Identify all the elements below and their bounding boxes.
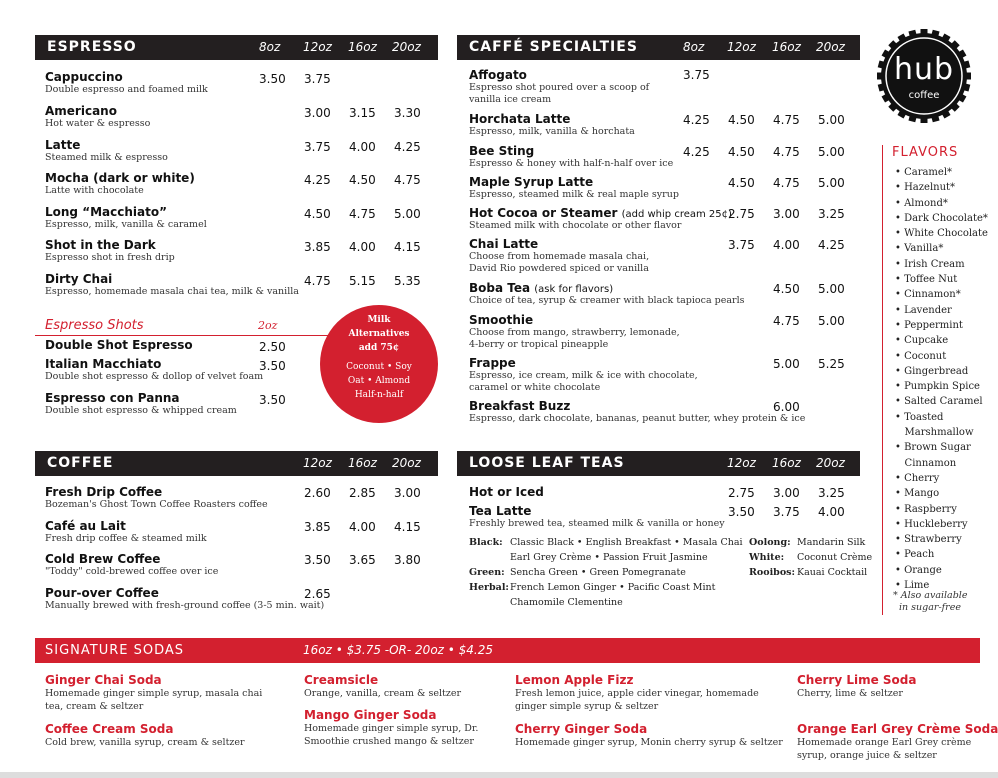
item-description: Espresso, milk, vanilla & horchata	[469, 126, 635, 137]
item-price: 3.00	[773, 486, 800, 500]
item-price: 3.00	[304, 106, 331, 120]
item-name: Espresso con Panna	[45, 391, 180, 405]
flavor-item: Marshmallow	[895, 427, 974, 439]
soda-description: tea, cream & seltzer	[45, 701, 144, 712]
item-price: 3.00	[773, 207, 800, 221]
item-price: 4.75	[773, 176, 800, 190]
item-price: 5.00	[773, 357, 800, 371]
milk-price: add 75¢	[358, 343, 400, 353]
menu-item	[45, 519, 207, 545]
item-price: 5.25	[818, 357, 845, 371]
footnote-line-1: * Also available	[893, 590, 968, 601]
item-price: 4.75	[773, 113, 800, 127]
item-description: vanilla ice cream	[469, 94, 552, 105]
item-description: David Rio powdered spiced or vanilla	[469, 263, 649, 274]
item-price: 4.50	[728, 145, 755, 159]
item-description: Freshly brewed tea, steamed milk & vanilla or honey	[469, 518, 725, 529]
item-name-text: Horchata Latte	[469, 112, 571, 126]
logo-main-text: hub	[893, 52, 955, 87]
flavor-item: • Peppermint	[895, 319, 963, 331]
flavor-item: • Mango	[895, 488, 940, 500]
menu-item	[45, 357, 263, 383]
milk-options-3: Half-n-half	[354, 390, 404, 400]
milk-options-1: Coconut • Soy	[346, 362, 412, 372]
flavor-item: • Orange	[895, 564, 942, 576]
item-price: 4.50	[304, 207, 331, 221]
menu-item	[469, 399, 805, 425]
item-description: Steamed milk & espresso	[45, 152, 168, 163]
sodas-title: SIGNATURE SODAS	[45, 643, 185, 658]
soda-name: Orange Earl Grey Crème Soda	[797, 722, 998, 736]
flavor-item: • Peach	[895, 549, 935, 561]
item-description: Choice of tea, syrup & creamer with black tapioca pearls	[469, 295, 745, 306]
item-description: Fresh drip coffee & steamed milk	[45, 533, 207, 544]
item-name	[469, 281, 744, 295]
item-name-text: Chai Latte	[469, 237, 539, 251]
teas-title: LOOSE LEAF TEAS	[469, 455, 625, 471]
coffee-header	[35, 451, 438, 476]
item-description: Double espresso and foamed milk	[45, 84, 208, 95]
item-name: Long “Macchiato”	[45, 205, 167, 219]
item-price: 5.00	[818, 145, 845, 159]
flavor-item: • Almond*	[895, 197, 948, 209]
item-price: 4.50	[773, 282, 800, 296]
item-price: 4.25	[683, 145, 710, 159]
item-description: Latte with chocolate	[45, 185, 144, 196]
item-price: 2.75	[728, 207, 755, 221]
item-name	[469, 112, 635, 126]
soda-item	[45, 722, 245, 749]
soda-name: Creamsicle	[304, 673, 379, 687]
soda-name: Lemon Apple Fizz	[515, 673, 634, 687]
item-name: Café au Lait	[45, 519, 126, 533]
tea-type-label: Oolong:	[749, 537, 791, 548]
item-price: 4.25	[304, 173, 331, 187]
soda-name: Cherry Lime Soda	[797, 673, 917, 687]
flavor-item: • Strawberry	[895, 534, 962, 546]
tea-type-label: Herbal:	[469, 582, 509, 593]
soda-item	[45, 673, 262, 713]
soda-description: Orange, vanilla, cream & seltzer	[304, 688, 461, 699]
menu-item	[45, 391, 237, 417]
soda-description: Homemade ginger simple syrup, Dr.	[304, 723, 479, 734]
item-price: 3.75	[773, 505, 800, 519]
item-description: Double shot espresso & whipped cream	[45, 405, 237, 416]
flavor-item: Cinnamon	[895, 457, 957, 469]
menu-item	[45, 238, 175, 264]
item-name: Hot or Iced	[469, 485, 544, 499]
item-description: "Toddy" cold-brewed coffee over ice	[45, 566, 219, 577]
item-price: 4.00	[349, 140, 376, 154]
teas-header	[457, 451, 860, 476]
flavors-footnote	[893, 590, 967, 614]
item-price: 2.75	[728, 486, 755, 500]
item-description: Bozeman's Ghost Town Coffee Roasters coffee	[45, 499, 268, 510]
item-price: 4.25	[394, 140, 421, 154]
menu-item	[45, 338, 193, 352]
flavor-item: • Irish Cream	[895, 258, 965, 270]
menu-item	[469, 313, 680, 351]
tea-type-label: White:	[749, 552, 785, 563]
size-label: 16oz	[348, 456, 377, 470]
item-name	[469, 175, 679, 189]
item-description: Double shot espresso & dollop of velvet foam	[45, 371, 264, 382]
tea-type-label: Black:	[469, 537, 503, 548]
soda-item	[304, 708, 478, 748]
soda-description: Smoothie crushed mango & seltzer	[304, 736, 474, 747]
item-description: Espresso, milk, vanilla & caramel	[45, 219, 207, 230]
footnote-line-2: in sugar-free	[899, 602, 961, 613]
flavor-item: • Huckleberry	[895, 518, 968, 530]
soda-name: Coffee Cream Soda	[45, 722, 174, 736]
tea-type-label: Rooibos:	[749, 567, 796, 578]
item-description: Steamed milk with chocolate or other flavor	[469, 220, 682, 231]
specialties-header	[457, 35, 860, 60]
soda-item	[515, 673, 759, 713]
item-description: Hot water & espresso	[45, 118, 151, 129]
menu-item	[45, 138, 168, 164]
item-description: Espresso, homemade masala chai tea, milk & vanilla	[45, 286, 299, 297]
item-price: 4.50	[728, 113, 755, 127]
item-name: Shot in the Dark	[45, 238, 156, 252]
menu-item	[469, 237, 649, 275]
size-label: 20oz	[392, 40, 421, 54]
soda-item	[304, 673, 461, 700]
hub-coffee-logo	[876, 28, 972, 124]
item-price: 4.00	[773, 238, 800, 252]
item-price: 6.00	[773, 400, 800, 414]
item-description: Manually brewed with fresh-ground coffee (3-5 min. wait)	[45, 600, 325, 611]
item-description: caramel or white chocolate	[469, 382, 601, 393]
tea-type-list: French Lemon Ginger • Pacific Coast Mint	[510, 582, 716, 593]
soda-description: ginger simple syrup & seltzer	[515, 701, 659, 712]
item-price: 3.65	[349, 553, 376, 567]
size-label: 8oz	[259, 40, 281, 54]
flavor-item: • Raspberry	[895, 503, 957, 515]
item-name-text: Maple Syrup Latte	[469, 175, 594, 189]
tea-type-list: Classic Black • English Breakfast • Masala Chai	[510, 537, 743, 548]
flavor-item: • Cupcake	[895, 335, 949, 347]
flavor-item: • Dark Chocolate*	[895, 212, 988, 224]
shots-rule	[35, 335, 335, 336]
item-price: 3.75	[304, 72, 331, 86]
item-price: 4.00	[349, 520, 376, 534]
item-name-text: Boba Tea	[469, 281, 531, 295]
flavor-item: • Gingerbread	[895, 365, 969, 377]
flavors-list	[895, 165, 988, 593]
menu-item	[45, 485, 268, 511]
coffee-title: COFFEE	[47, 455, 114, 471]
item-price: 3.75	[728, 238, 755, 252]
flavor-item: • Lavender	[895, 304, 952, 316]
item-name-text: Smoothie	[469, 313, 534, 327]
menu-item	[45, 104, 150, 130]
soda-description: Cherry, lime & seltzer	[797, 688, 903, 699]
soda-description: Homemade ginger simple syrup, masala chai	[45, 688, 263, 699]
item-price: 4.75	[349, 207, 376, 221]
item-price: 4.00	[349, 240, 376, 254]
soda-description: Cold brew, vanilla syrup, cream & seltzer	[45, 737, 245, 748]
item-price: 2.65	[304, 587, 331, 601]
item-price: 3.75	[683, 68, 710, 82]
item-price: 3.85	[304, 520, 331, 534]
item-price: 4.15	[394, 240, 421, 254]
item-name: Pour-over Coffee	[45, 586, 159, 600]
size-label: 16oz	[772, 456, 801, 470]
item-price: 2.50	[259, 340, 286, 354]
menu-item	[469, 281, 744, 307]
soda-description: syrup, orange juice & seltzer	[797, 750, 937, 761]
item-price: 4.75	[773, 314, 800, 328]
page-bottom-bar	[0, 772, 998, 778]
tea-type-list: Coconut Crème	[797, 552, 873, 563]
menu-item	[469, 144, 673, 170]
milk-alternatives-badge	[320, 305, 438, 423]
flavor-item: • Caramel*	[895, 167, 953, 178]
item-price: 2.60	[304, 486, 331, 500]
item-price: 4.50	[728, 176, 755, 190]
menu-item	[469, 175, 679, 201]
item-price: 3.00	[394, 486, 421, 500]
soda-name: Mango Ginger Soda	[304, 708, 437, 722]
soda-description: Fresh lemon juice, apple cider vinegar, homemade	[515, 688, 759, 699]
item-price: 3.25	[818, 207, 845, 221]
item-price: 3.25	[818, 486, 845, 500]
item-name: Latte	[45, 138, 81, 152]
size-label: 20oz	[392, 456, 421, 470]
milk-options-2: Oat • Almond	[347, 376, 411, 386]
item-note: (add whip cream 25¢)	[621, 209, 732, 220]
size-label: 12oz	[727, 40, 756, 54]
flavor-item: • Salted Caramel	[895, 396, 983, 408]
sodas-pricing: 16oz • $3.75 -OR- 20oz • $4.25	[303, 643, 494, 657]
item-price: 3.50	[304, 553, 331, 567]
item-description: Choose from homemade masala chai,	[469, 251, 650, 262]
size-label: 8oz	[683, 40, 705, 54]
flavor-item: • Cherry	[895, 472, 940, 484]
item-name	[469, 144, 673, 158]
item-price: 3.50	[259, 393, 286, 407]
item-price: 3.15	[349, 106, 376, 120]
item-price: 3.85	[304, 240, 331, 254]
size-label: 12oz	[727, 456, 756, 470]
item-price: 2.85	[349, 486, 376, 500]
item-name	[469, 356, 698, 370]
item-name	[469, 399, 805, 413]
tea-type-list: Sencha Green • Green Pomegranate	[510, 567, 686, 578]
sodas-banner	[35, 638, 980, 663]
menu-item	[45, 586, 324, 612]
item-name: Americano	[45, 104, 117, 118]
item-note: (ask for flavors)	[534, 284, 614, 295]
soda-name: Ginger Chai Soda	[45, 673, 162, 687]
soda-item	[797, 673, 916, 700]
menu-item	[469, 356, 698, 394]
item-price: 3.50	[259, 359, 286, 373]
menu-item	[469, 504, 725, 530]
item-description: Espresso, dark chocolate, bananas, peanut butter, whey protein & ice	[469, 413, 806, 424]
flavor-item: • Lime	[895, 580, 930, 592]
item-name-text: Frappe	[469, 356, 516, 370]
item-price: 5.15	[349, 274, 376, 288]
item-name: Fresh Drip Coffee	[45, 485, 163, 499]
size-label: 20oz	[816, 40, 845, 54]
espresso-title: ESPRESSO	[47, 39, 137, 55]
item-price: 4.00	[818, 505, 845, 519]
menu-item	[45, 552, 218, 578]
item-name: Tea Latte	[469, 504, 532, 518]
milk-title: Milk	[367, 315, 391, 325]
flavor-item: • Coconut	[895, 350, 947, 362]
item-name-text: Affogato	[469, 68, 527, 82]
item-price: 4.25	[683, 113, 710, 127]
item-price: 4.25	[818, 238, 845, 252]
item-price: 3.30	[394, 106, 421, 120]
item-description: Espresso & honey with half-n-half over ice	[469, 158, 674, 169]
item-description: Choose from mango, strawberry, lemonade,	[469, 327, 680, 338]
item-name-text: Bee Sting	[469, 144, 535, 158]
tea-type-list: Chamomile Clementine	[510, 597, 623, 608]
tea-type-label: Green:	[469, 567, 505, 578]
size-label: 16oz	[772, 40, 801, 54]
espresso-header	[35, 35, 438, 60]
item-name: Cappuccino	[45, 70, 123, 84]
soda-description: Homemade orange Earl Grey crème	[797, 737, 972, 748]
shots-title: Espresso Shots	[45, 318, 144, 333]
flavors-divider	[882, 145, 883, 615]
size-label: 16oz	[348, 40, 377, 54]
menu-item	[45, 171, 195, 197]
item-name-text: Hot Cocoa or Steamer	[469, 206, 618, 220]
item-description: 4-berry or tropical pineapple	[469, 339, 609, 350]
flavor-item: • Toasted	[895, 411, 944, 423]
milk-subtitle: Alternatives	[348, 329, 410, 339]
item-price: 3.75	[304, 140, 331, 154]
menu-item	[45, 70, 208, 96]
tea-type-list: Kauai Cocktail	[797, 567, 868, 578]
logo-sub-text: coffee	[908, 90, 940, 101]
item-price: 3.50	[728, 505, 755, 519]
menu-item	[45, 272, 299, 298]
flavors-title: FLAVORS	[892, 145, 959, 160]
tea-type-list: Mandarin Silk	[797, 537, 866, 548]
item-price: 5.00	[394, 207, 421, 221]
soda-item	[515, 722, 783, 749]
tea-type-list: Earl Grey Crème • Passion Fruit Jasmine	[510, 552, 708, 563]
item-description: Espresso, ice cream, milk & ice with chocolate,	[469, 370, 698, 381]
item-price: 3.50	[259, 72, 286, 86]
item-name: Cold Brew Coffee	[45, 552, 161, 566]
item-price: 5.00	[818, 282, 845, 296]
soda-name: Cherry Ginger Soda	[515, 722, 648, 736]
item-name: Mocha (dark or white)	[45, 171, 195, 185]
soda-description: Homemade ginger syrup, Monin cherry syrup & seltzer	[515, 737, 783, 748]
flavor-item: • Hazelnut*	[895, 182, 956, 194]
menu-item	[469, 206, 732, 232]
flavor-item: • Vanilla*	[895, 243, 944, 255]
flavor-item: • Toffee Nut	[895, 274, 958, 286]
item-name	[469, 237, 649, 251]
item-description: Espresso shot in fresh drip	[45, 252, 175, 263]
item-name-text: Breakfast Buzz	[469, 399, 571, 413]
soda-item	[797, 722, 998, 762]
item-price: 5.00	[818, 314, 845, 328]
shots-size: 2oz	[258, 319, 278, 332]
flavor-item: • Brown Sugar	[895, 442, 971, 454]
item-description: Espresso shot poured over a scoop of	[469, 82, 650, 93]
menu-item	[469, 485, 544, 499]
item-name: Double Shot Espresso	[45, 338, 193, 352]
size-label: 12oz	[303, 40, 332, 54]
item-name	[469, 68, 649, 82]
item-name	[469, 313, 680, 327]
menu-item	[469, 68, 649, 106]
flavor-item: • Cinnamon*	[895, 289, 961, 301]
item-description: Espresso, steamed milk & real maple syrup	[469, 189, 679, 200]
flavor-item: • White Chocolate	[895, 228, 988, 240]
item-price: 5.35	[394, 274, 421, 288]
flavor-item: • Pumpkin Spice	[895, 381, 980, 393]
item-price: 4.15	[394, 520, 421, 534]
size-label: 12oz	[303, 456, 332, 470]
specialties-title: CAFFÉ SPECIALTIES	[469, 39, 638, 55]
size-label: 20oz	[816, 456, 845, 470]
item-price: 4.75	[394, 173, 421, 187]
item-price: 4.50	[349, 173, 376, 187]
menu-item	[45, 205, 207, 231]
item-price: 5.00	[818, 176, 845, 190]
shots-header	[45, 318, 345, 336]
item-name	[469, 206, 732, 220]
menu-item	[469, 112, 635, 138]
item-price: 4.75	[773, 145, 800, 159]
item-name: Dirty Chai	[45, 272, 113, 286]
item-price: 4.75	[304, 274, 331, 288]
item-name: Italian Macchiato	[45, 357, 162, 371]
item-price: 3.80	[394, 553, 421, 567]
item-price: 5.00	[818, 113, 845, 127]
